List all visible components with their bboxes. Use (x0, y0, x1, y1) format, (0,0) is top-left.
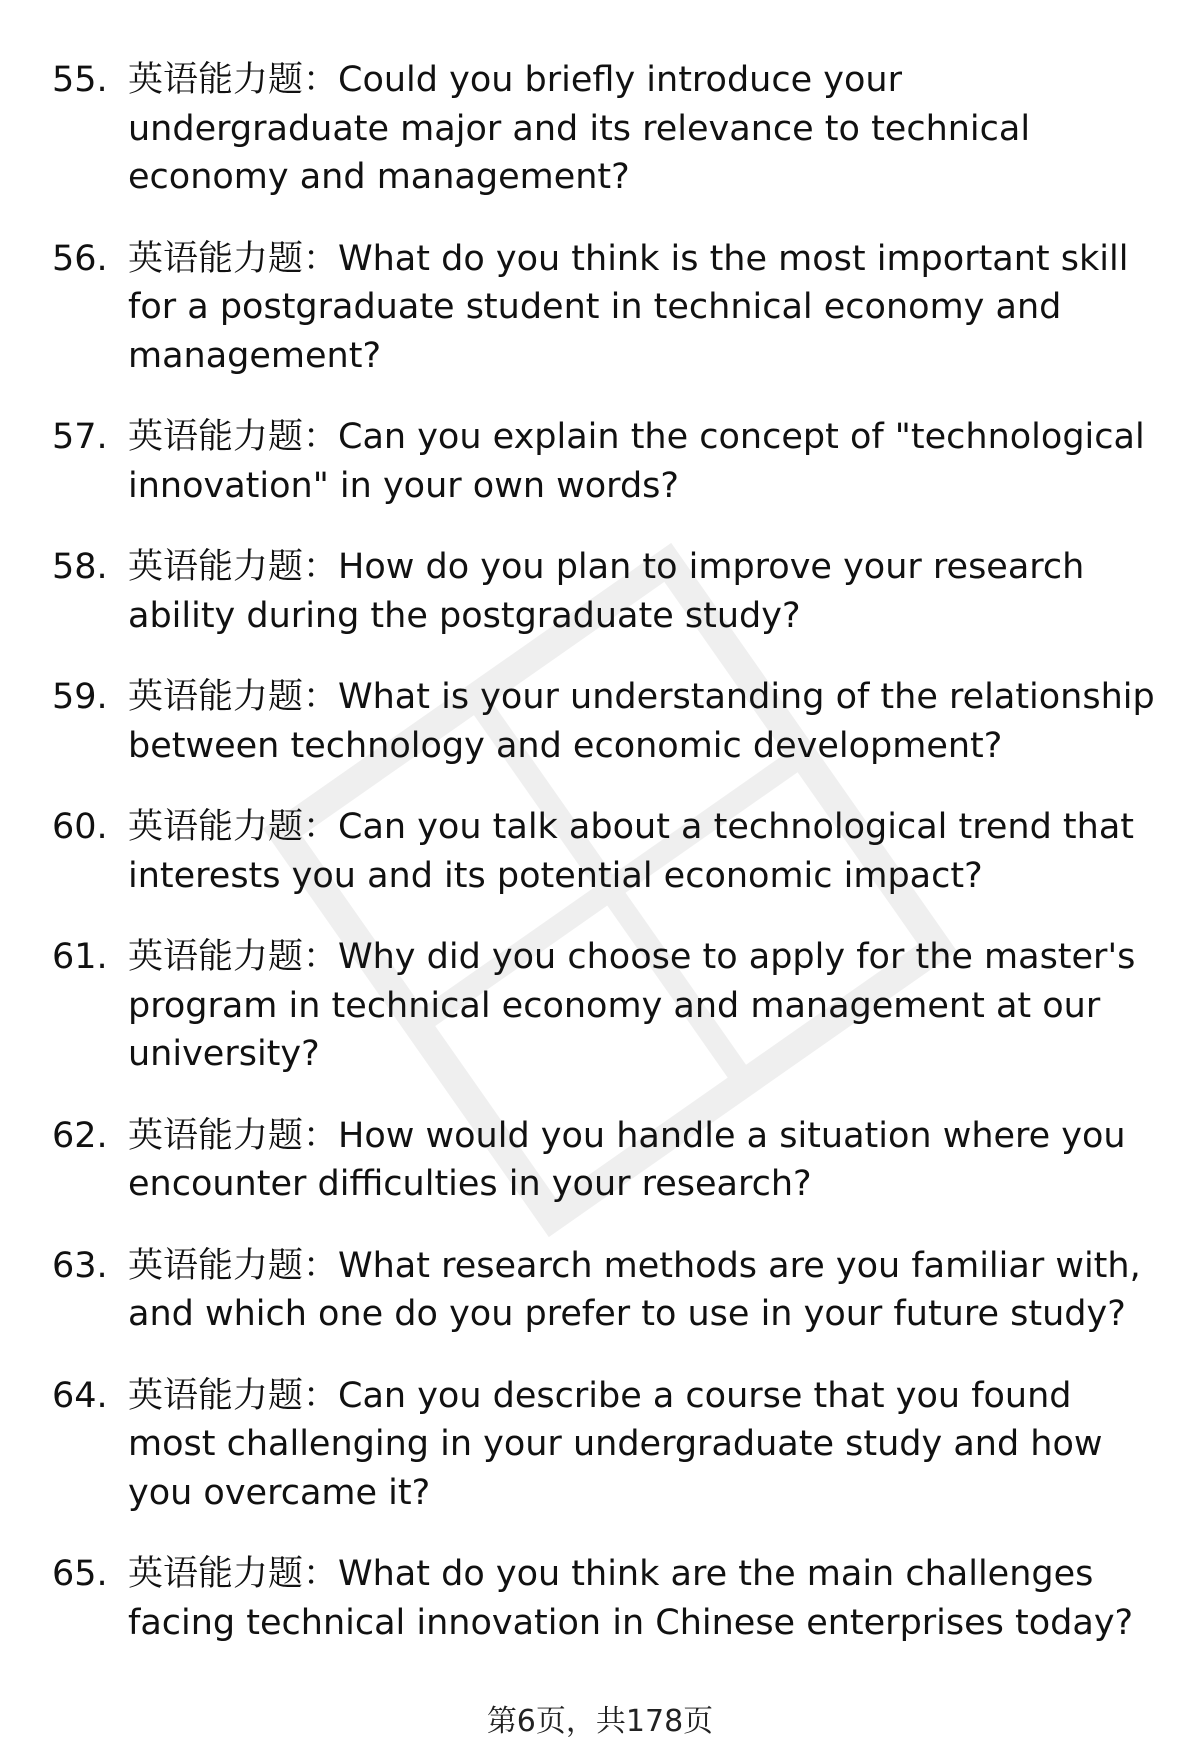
question-text: How do you plan to improve your research ability during the postgraduate study? (128, 547, 1085, 636)
question-item (0, 933, 1200, 1079)
question-item (0, 543, 1200, 640)
question-tag: 英语能力题： (128, 1245, 339, 1286)
question-text: Can you talk about a technological trend that interests you and its potential economic impact? (128, 807, 1134, 896)
question-item (0, 803, 1200, 900)
question-number: 56. (52, 238, 108, 279)
question-number: 57. (52, 417, 108, 457)
question-number: 58. (52, 547, 108, 587)
question-number: 65. (52, 1554, 108, 1594)
question-text: How would you handle a situation where you encounter difficulties in your research? (128, 1115, 1126, 1204)
question-text: What do you think are the main challenges facing technical innovation in Chinese enterprises today? (128, 1554, 1134, 1643)
question-text: What is your understanding of the relationship between technology and economic development? (128, 677, 1155, 766)
question-item (0, 1242, 1200, 1339)
question-tag: 英语能力题： (128, 417, 339, 457)
question-tag: 英语能力题： (128, 677, 339, 717)
question-tag: 英语能力题： (128, 547, 339, 587)
question-number: 62. (52, 1115, 108, 1156)
question-text: What research methods are you familiar with, and which one do you prefer to use in your future study? (128, 1245, 1141, 1334)
question-number: 63. (52, 1245, 108, 1286)
question-text: Why did you choose to apply for the master's program in technical economy and management at our university? (128, 937, 1136, 1074)
page-footer: 第6页，共178页 (486, 1704, 714, 1739)
question-number: 60. (52, 807, 108, 847)
question-tag: 英语能力题： (128, 238, 339, 279)
question-list (0, 56, 1200, 1680)
question-text: Can you describe a course that you found most challenging in your undergraduate study and how you overcame it? (128, 1375, 1103, 1513)
question-tag: 英语能力题： (128, 60, 339, 100)
question-tag: 英语能力题： (128, 937, 339, 977)
question-item (0, 235, 1200, 381)
question-item (0, 1372, 1200, 1518)
question-item (0, 1550, 1200, 1647)
question-tag: 英语能力题： (128, 1554, 339, 1594)
question-text: Can you explain the concept of "technological innovation" in your own words? (128, 417, 1145, 506)
question-item (0, 1112, 1200, 1209)
question-item (0, 413, 1200, 510)
question-text: What do you think is the most important skill for a postgraduate student in technical economy and management? (128, 238, 1129, 376)
question-tag: 英语能力题： (128, 1115, 339, 1156)
question-number: 59. (52, 677, 108, 717)
question-tag: 英语能力题： (128, 807, 339, 847)
question-text: Could you briefly introduce your undergraduate major and its relevance to technical economy and management? (128, 60, 1031, 197)
question-item (0, 673, 1200, 770)
question-number: 64. (52, 1375, 108, 1416)
question-number: 55. (52, 60, 108, 100)
question-item (0, 56, 1200, 202)
question-number: 61. (52, 937, 108, 977)
question-tag: 英语能力题： (128, 1375, 339, 1416)
